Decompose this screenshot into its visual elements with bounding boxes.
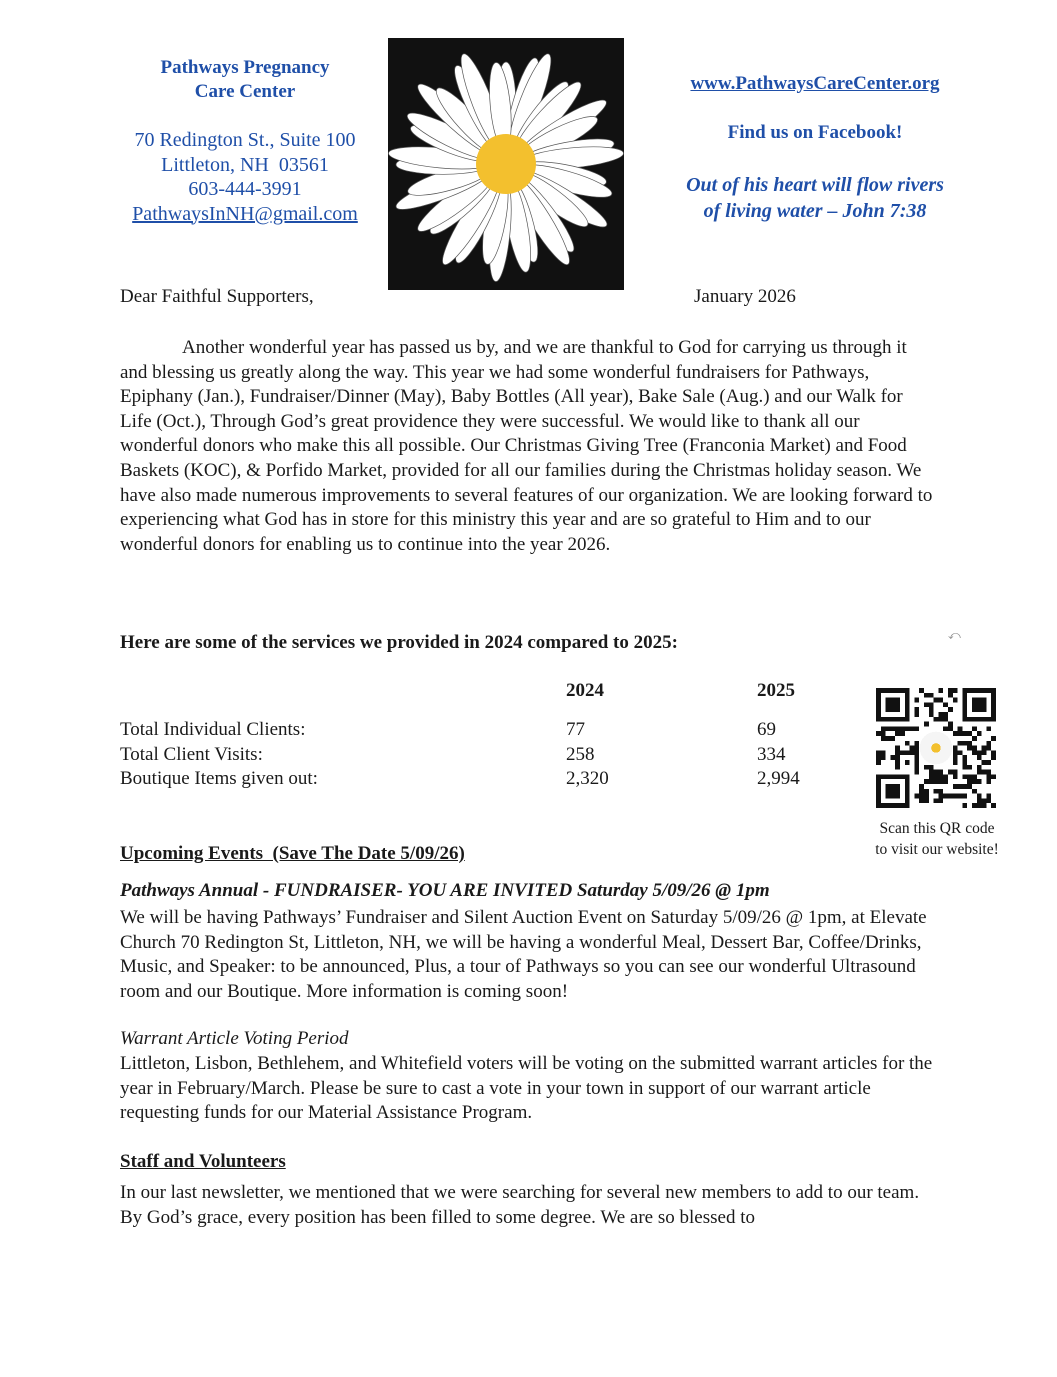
salutation: Dear Faithful Supporters, [120, 286, 314, 307]
org-name-line2: Care Center [194, 81, 296, 102]
qr-caption [862, 818, 1012, 860]
staff-heading: Staff and Volunteers [120, 1151, 286, 1172]
stat-2025: 2,994 [757, 768, 800, 789]
org-contact [108, 128, 382, 226]
scan-mark: ⤺ [948, 628, 961, 642]
org-name [110, 56, 380, 104]
letter-date: January 2026 [694, 286, 796, 307]
services-heading: Here are some of the services we provided in 2024 compared to 2025: [120, 632, 678, 653]
address-line1: 70 Redington St., Suite 100 [134, 129, 356, 151]
email-link[interactable]: PathwaysInNH@gmail.com [132, 202, 358, 225]
qr-caption-line2: to visit our website! [875, 841, 999, 858]
stat-label: Boutique Items given out: [120, 768, 318, 789]
stat-2024: 77 [566, 719, 585, 740]
website-link[interactable]: www.PathwaysCareCenter.org [690, 73, 940, 94]
events-heading: Upcoming Events (Save The Date 5/09/26) [120, 843, 465, 864]
verse-line2: of living water – John 7:38 [703, 200, 927, 222]
org-name-line1: Pathways Pregnancy [160, 57, 330, 78]
stat-2025: 69 [757, 719, 776, 740]
stat-2025: 334 [757, 744, 786, 765]
fundraiser-paragraph: We will be having Pathways’ Fundraiser and Silent Auction Event on Saturday 5/09/26 @ 1pm, at Elevate Church 70 Redington St, Littleton, NH, we will be having a wonderful Meal, Dessert Bar, Coffee/Drinks, Music, and Speaker: to be announced, Plus, a tour of Pathways so you can see our wonderful Ultrasound room and our Boutique. More information is coming soon! [120, 907, 927, 1002]
fundraiser-title: Pathways Annual - FUNDRAISER- YOU ARE INVITED Saturday 5/09/26 @ 1pm [120, 880, 770, 901]
daisy-flower-icon [388, 38, 624, 290]
column-header-2025: 2025 [757, 680, 795, 701]
stat-label: Total Client Visits: [120, 744, 263, 765]
intro-paragraph: Another wonderful year has passed us by, and we are thankful to God for carrying us through it and blessing us greatly along the way. This year we had some wonderful fundraisers for Pathways, Epiphany (Jan.), Fundraiser/Dinner (May), Baby Bottles (All year), Bake Sale (Aug.) and our Walk for Life (Oct.), Through God’s great providence they were successful. We would like to thank all our wonderful donors who make this all possible. Our Christmas Giving Tree (Franconia Market) and Food Baskets (KOC), & Porfido Market, provided for all our families during the Christmas holiday season. We have also made numerous improvements to several features of our organization. We are looking forward to experiencing what God has in store for this ministry this year and are so grateful to Him and to our wonderful donors for enabling us to continue into the year 2026. [120, 337, 933, 555]
phone-number: 603-444-3991 [188, 178, 302, 200]
stat-2024: 2,320 [566, 768, 609, 789]
qr-caption-line1: Scan this QR code [879, 820, 995, 837]
column-header-2024: 2024 [566, 680, 604, 701]
stat-label: Total Individual Clients: [120, 719, 306, 740]
verse-line1: Out of his heart will flow rivers [686, 174, 944, 196]
address-line2: Littleton, NH 03561 [161, 153, 329, 176]
stat-2024: 258 [566, 744, 595, 765]
scripture-verse [655, 172, 975, 224]
qr-code-icon[interactable] [876, 688, 996, 808]
warrant-paragraph: Littleton, Lisbon, Bethlehem, and Whitefield voters will be voting on the submitted warrant articles for the year in February/March. Please be sure to cast a vote in your town in support of our warrant article requesting funds for our Material Assistance Program. [120, 1053, 933, 1124]
staff-paragraph: In our last newsletter, we mentioned that we were searching for several new members to add to our team. By God’s grace, every position has been filled to some degree. We are so blessed to [120, 1182, 920, 1228]
warrant-title: Warrant Article Voting Period [120, 1028, 349, 1049]
header-right [655, 72, 975, 222]
facebook-link[interactable]: Find us on Facebook! [727, 122, 903, 143]
